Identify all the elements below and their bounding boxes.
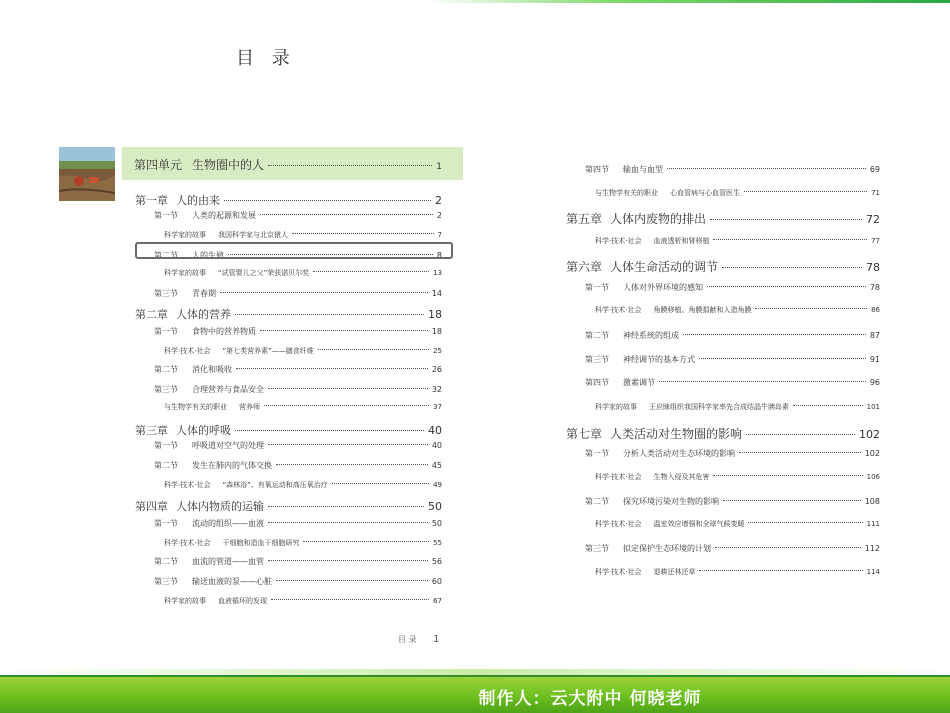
toc-entry-page: 114 (866, 568, 880, 576)
toc-entry-title: 心血管病与心血管医生 (670, 189, 740, 197)
leader-dots (318, 349, 429, 350)
toc-entry-number: 与生物学有关的职业 (164, 403, 227, 411)
toc-entry-page: 67 (433, 597, 442, 605)
toc-entry-page: 8 (436, 251, 442, 260)
unit-page: 1 (436, 162, 442, 172)
toc-entry-number: 第三节 (154, 577, 178, 586)
toc-entry-page: 14 (431, 289, 442, 298)
toc-entry-title: 分析人类活动对生态环境的影响 (623, 449, 735, 458)
toc-entry[interactable] (164, 230, 442, 240)
toc-entry[interactable] (164, 346, 442, 356)
toc-entry[interactable] (164, 402, 442, 412)
toc-entry[interactable] (585, 330, 880, 341)
toc-entry[interactable] (154, 288, 442, 299)
toc-entry-page: 40 (428, 424, 442, 437)
unit-heading[interactable] (134, 156, 442, 173)
toc-entry-number: 第二节 (154, 461, 178, 470)
toc-entry-title: 干细胞和造血干细胞研究 (222, 539, 300, 547)
top-accent-line (0, 0, 950, 3)
toc-entry[interactable] (595, 567, 880, 577)
leader-dots (699, 358, 866, 359)
leader-dots (268, 388, 428, 389)
toc-entry-page: 50 (428, 500, 442, 513)
leader-dots (220, 292, 428, 293)
toc-entry[interactable] (164, 596, 442, 606)
toc-entry-page: 13 (433, 269, 442, 277)
toc-entry[interactable] (154, 460, 442, 471)
toc-entry-title: 消化和吸收 (192, 365, 232, 374)
leader-dots (744, 191, 867, 192)
toc-entry-number: 第一节 (154, 211, 178, 220)
toc-entry-title: 食物中的营养物质 (192, 327, 256, 336)
toc-entry-number: 第二节 (154, 557, 178, 566)
toc-entry-title: 血液循环的发现 (218, 597, 267, 605)
leader-dots (268, 506, 424, 507)
toc-entry-number: 科学·技术·社会 (164, 347, 211, 355)
leader-dots (292, 233, 434, 234)
toc-entry[interactable] (585, 496, 880, 507)
toc-entry-title: 输血与血型 (623, 165, 663, 174)
toc-entry-page: 40 (431, 441, 442, 450)
toc-entry[interactable] (154, 518, 442, 529)
page-footer (398, 634, 439, 645)
toc-entry[interactable] (585, 282, 880, 293)
toc-entry-page: 72 (866, 213, 880, 226)
toc-entry-number: 第四节 (585, 165, 609, 174)
toc-entry-title: 人类的起源和发展 (192, 211, 256, 220)
leader-dots (303, 541, 429, 542)
toc-entry-title: 呼吸道对空气的处理 (192, 441, 264, 450)
toc-entry-number: 第七章 (566, 427, 603, 441)
toc-entry[interactable] (585, 354, 880, 365)
leader-dots (755, 308, 867, 309)
leader-dots (793, 405, 863, 406)
toc-entry-page: 102 (859, 428, 880, 441)
toc-entry-number: 科学·技术·社会 (595, 568, 642, 576)
toc-entry-number: 科学家的故事 (164, 597, 206, 605)
footer-label: 目 录 (398, 635, 417, 644)
leader-dots (659, 381, 866, 382)
leader-dots (260, 214, 433, 215)
leader-dots (235, 430, 424, 431)
toc-entry-title: 我国科学家与北京猿人 (218, 231, 288, 239)
toc-entry-number: 第一节 (585, 449, 609, 458)
toc-entry[interactable] (154, 440, 442, 451)
toc-entry-title: 人类活动对生物圈的影响 (610, 427, 743, 441)
toc-entry-page: 111 (866, 520, 880, 528)
toc-entry-page: 101 (866, 403, 880, 411)
leader-dots (268, 560, 428, 561)
leader-dots (268, 522, 428, 523)
toc-entry-title: 人的由来 (176, 194, 220, 207)
leader-dots (268, 165, 432, 166)
toc-entry-title: 流动的组织——血液 (192, 519, 264, 528)
toc-entry-title: 人体的呼吸 (176, 424, 231, 437)
toc-entry-title: 人体对外界环境的感知 (623, 283, 703, 292)
toc-entry[interactable] (154, 576, 442, 587)
toc-entry-page: 96 (869, 378, 880, 387)
toc-entry[interactable] (595, 402, 880, 412)
leader-dots (748, 522, 862, 523)
toc-entry-page: 56 (431, 557, 442, 566)
toc-entry-number: 与生物学有关的职业 (595, 189, 658, 197)
toc-entry[interactable] (135, 498, 442, 514)
toc-entry-page: 25 (433, 347, 442, 355)
unit-title: 生物圈中的人 (192, 158, 265, 172)
toc-entry-number: 第二章 (135, 308, 168, 321)
toc-entry-page: 45 (431, 461, 442, 470)
toc-entry-number: 第二节 (585, 331, 609, 340)
toc-entry-page: 37 (433, 403, 442, 411)
toc-entry-number: 第五章 (566, 212, 603, 226)
leader-dots (722, 267, 862, 268)
toc-entry[interactable] (135, 422, 442, 438)
toc-entry-page: 18 (431, 327, 442, 336)
toc-entry-number: 第三节 (585, 544, 609, 553)
toc-entry[interactable] (585, 543, 880, 554)
toc-entry-title: 青春期 (192, 289, 216, 298)
toc-entry-number: 第一节 (585, 283, 609, 292)
toc-entry[interactable] (164, 480, 442, 490)
toc-entry-page: 2 (435, 194, 442, 207)
leader-dots (224, 200, 431, 201)
unit-label: 第四单元 (134, 158, 183, 172)
credit-text: 制作人：云大附中 何晓老师 (478, 689, 702, 709)
toc-entry-page: 77 (871, 237, 880, 245)
toc-entry-number: 科学家的故事 (164, 231, 206, 239)
leader-dots (260, 330, 428, 331)
leader-dots (715, 547, 861, 548)
toc-entry-page: 112 (864, 544, 880, 553)
toc-entry-number: 科学·技术·社会 (595, 237, 642, 245)
toc-entry-title: 血液透析和肾移植 (653, 237, 710, 245)
toc-entry-number: 第四章 (135, 500, 168, 513)
leader-dots (699, 570, 862, 571)
leader-dots (739, 452, 861, 453)
toc-entry-title: 营养师 (239, 403, 260, 411)
toc-entry-number: 科学·技术·社会 (595, 473, 642, 481)
toc-entry-title: 生物入侵及其危害 (653, 473, 710, 481)
toc-entry[interactable] (595, 305, 880, 315)
toc-entry-page: 106 (866, 473, 880, 481)
toc-entry-number: 第三节 (585, 355, 609, 364)
toc-entry-title: 神经调节的基本方式 (623, 355, 695, 364)
toc-entry[interactable] (135, 192, 442, 208)
toc-entry-page: 26 (431, 365, 442, 374)
toc-entry-title: 温室效应增强和全球气候变暖 (653, 520, 745, 528)
toc-entry-number: 科学·技术·社会 (595, 520, 642, 528)
toc-entry-page: 60 (431, 577, 442, 586)
toc-entry-title: 人体生命活动的调节 (610, 260, 719, 274)
toc-entry-page: 78 (869, 283, 880, 292)
toc-entry-title: 拟定保护生态环境的计划 (623, 544, 711, 553)
toc-entry-page: 102 (864, 449, 880, 458)
leader-dots (264, 405, 429, 406)
leader-dots (713, 239, 867, 240)
footer-page-number: 1 (433, 634, 440, 645)
toc-entry-title: 退耕还林还草 (653, 568, 696, 576)
toc-entry[interactable] (566, 258, 880, 275)
toc-entry-page: 108 (864, 497, 880, 506)
leader-dots (313, 271, 429, 272)
toc-entry-page: 71 (871, 189, 880, 197)
leader-dots (707, 286, 866, 287)
toc-entry-page: 69 (869, 165, 880, 174)
toc-entry-page: 87 (869, 331, 880, 340)
toc-entry-page: 2 (436, 211, 442, 220)
toc-entry-page: 91 (869, 355, 880, 364)
toc-entry-page: 32 (431, 385, 442, 394)
toc-entry[interactable] (585, 448, 880, 459)
toc-entry-title: 血流的管道——血管 (192, 557, 264, 566)
toc-entry-number: 第三节 (154, 289, 178, 298)
leader-dots (713, 475, 862, 476)
toc-entry-page: 49 (433, 481, 442, 489)
toc-entry-title: 发生在肺内的气体交换 (192, 461, 272, 470)
toc-entry-title: “第七类营养素”——膳食纤维 (222, 347, 314, 355)
leader-dots (710, 219, 862, 220)
leader-dots (235, 314, 424, 315)
toc-entry-page: 86 (871, 306, 880, 314)
toc-entry-page: 7 (437, 231, 442, 239)
toc-entry[interactable] (585, 377, 880, 388)
toc-entry[interactable] (595, 472, 880, 482)
highlight-box (135, 242, 453, 259)
toc-entry-number: 第六章 (566, 260, 603, 274)
toc-entry[interactable] (154, 326, 442, 337)
toc-entry-title: 人体的营养 (176, 308, 231, 321)
toc-entry-number: 第三节 (154, 385, 178, 394)
toc-entry-title: 人体内废物的排出 (610, 212, 707, 226)
toc-entry-page: 78 (866, 261, 880, 274)
toc-entry-number: 科学·技术·社会 (164, 539, 211, 547)
toc-entry-number: 第三章 (135, 424, 168, 437)
toc-entry-page: 50 (431, 519, 442, 528)
toc-entry[interactable] (585, 164, 880, 175)
toc-entry-title: “森林浴”、有氧运动和高压氧治疗 (222, 481, 328, 489)
toc-entry-number: 第二节 (154, 365, 178, 374)
leader-dots (276, 580, 428, 581)
toc-entry-number: 科学·技术·社会 (595, 306, 642, 314)
toc-entry[interactable] (154, 364, 442, 375)
toc-entry-number: 第一节 (154, 327, 178, 336)
toc-entry[interactable] (595, 519, 880, 529)
toc-entry[interactable] (566, 210, 880, 227)
toc-entry-title: 激素调节 (623, 378, 655, 387)
leader-dots (667, 168, 866, 169)
toc-entry[interactable] (154, 556, 442, 567)
toc-entry-title: 角膜移植、角膜捐献和人造角膜 (653, 306, 752, 314)
toc-entry-title: 输送血液的泵——心脏 (192, 577, 272, 586)
toc-entry-number: 第四节 (585, 378, 609, 387)
toc-entry[interactable] (135, 306, 442, 322)
toc-entry[interactable] (154, 210, 442, 221)
toc-entry[interactable] (595, 188, 880, 198)
leader-dots (332, 483, 429, 484)
toc-entry-title: 王应睐组织我国科学家率先合成结晶牛胰岛素 (649, 403, 789, 411)
toc-entry-number: 科学·技术·社会 (164, 481, 211, 489)
toc-entry-page: 55 (433, 539, 442, 547)
toc-entry[interactable] (595, 236, 880, 246)
toc-entry-number: 第二节 (585, 497, 609, 506)
toc-entry-title: 神经系统的组成 (623, 331, 679, 340)
toc-entry-number: 科学家的故事 (595, 403, 637, 411)
page-title: 目 录 (236, 48, 296, 69)
leader-dots (276, 464, 428, 465)
toc-entry[interactable] (164, 268, 442, 278)
toc-entry[interactable] (154, 384, 442, 395)
toc-entry-number: 第一章 (135, 194, 168, 207)
leader-dots (271, 599, 429, 600)
banner-light-strip (0, 669, 950, 675)
toc-entry[interactable] (164, 538, 442, 548)
leader-dots (723, 500, 861, 501)
leader-dots (236, 368, 428, 369)
leader-dots (268, 444, 428, 445)
toc-entry-page: 18 (428, 308, 442, 321)
toc-entry-number: 科学家的故事 (164, 269, 206, 277)
toc-entry-title: 人体内物质的运输 (176, 500, 264, 513)
toc-entry-number: 第一节 (154, 441, 178, 450)
toc-entry-number: 第二节 (154, 251, 178, 260)
toc-entry-title: 人的生殖 (192, 251, 224, 260)
toc-entry-title: “试管婴儿之父”荣获诺贝尔奖 (218, 269, 310, 277)
unit-thumbnail-image (59, 147, 115, 201)
toc-entry-title: 合理营养与食品安全 (192, 385, 264, 394)
toc-entry-number: 第一节 (154, 519, 178, 528)
toc-entry[interactable] (566, 425, 880, 442)
leader-dots (683, 334, 866, 335)
toc-entry-title: 探究环境污染对生物的影响 (623, 497, 719, 506)
leader-dots (746, 434, 855, 435)
credit-line (0, 684, 950, 709)
